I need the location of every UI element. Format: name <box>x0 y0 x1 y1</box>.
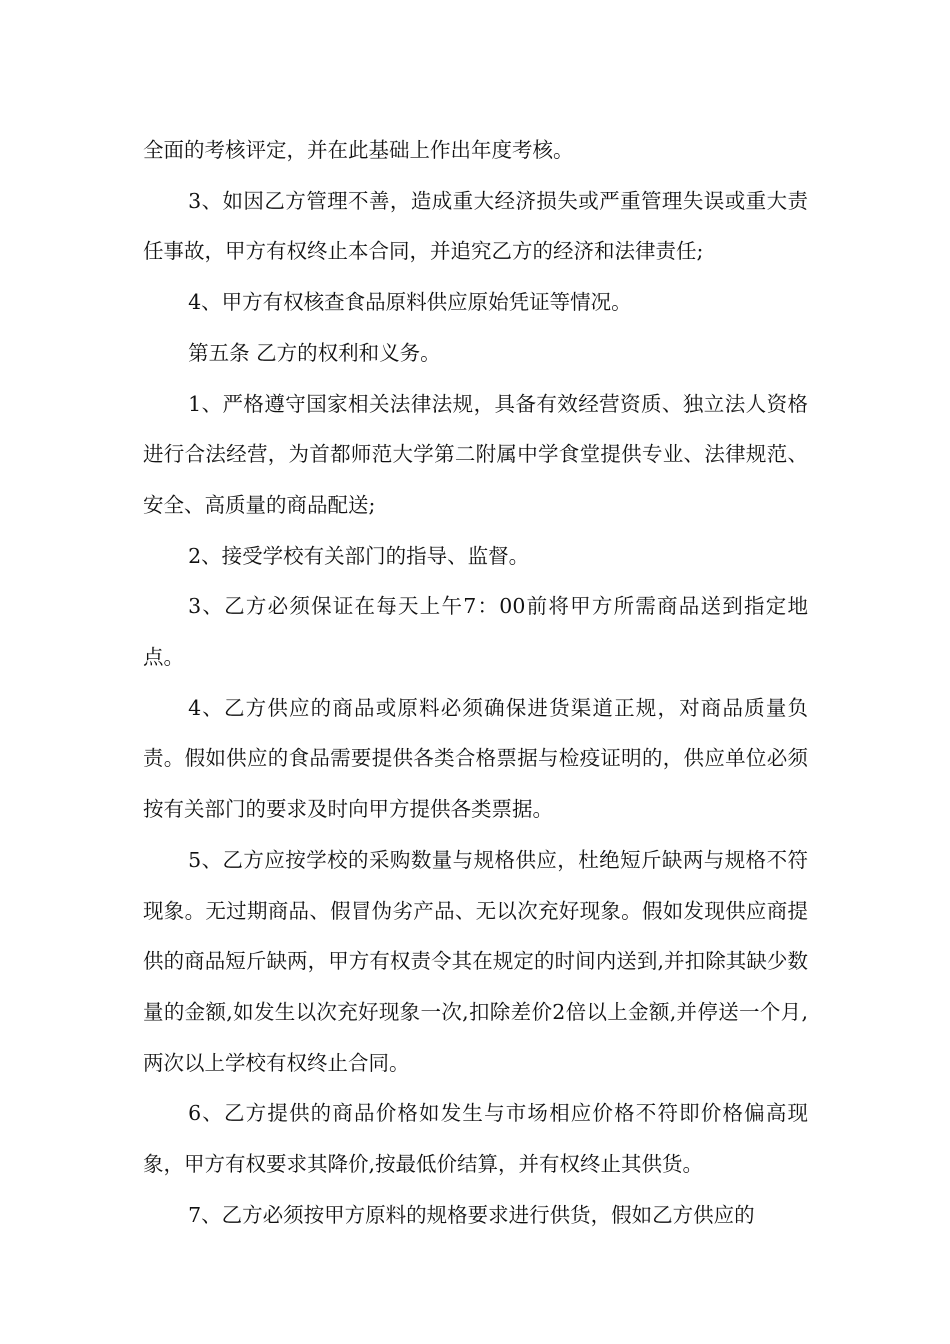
contract-body <box>143 125 808 1240</box>
paragraph-duty-6-pricing: 6、乙方提供的商品价格如发生与市场相应价格不符即价格偏高现象，甲方有权要求其降价,按最低价结算，并有权终止其供货。 <box>143 1101 808 1177</box>
section-heading-article-5: 第五条 乙方的权利和义务。 <box>188 340 441 365</box>
paragraph-duty-2-supervision: 2、接受学校有关部门的指导、监督。 <box>188 543 530 568</box>
paragraph-duty-5-quantity: 5、乙方应按学校的采购数量与规格供应，杜绝短斤缺两与规格不符现象。无过期商品、假冒伪劣产品、无以次充好现象。假如发现供应商提供的商品短斤缺两，甲方有权责令其在规定的时间内送到,并扣除其缺少数量的金额,如发生以次充好现象一次,扣除差价2倍以上金额,并停送一个月,两次以上学校有权终止合同。 <box>143 847 808 1075</box>
paragraph-duty-3-delivery-time: 3、乙方必须保证在每天上午7：00前将甲方所需商品送到指定地点。 <box>143 594 808 670</box>
paragraph-duty-4-quality: 4、乙方供应的商品或原料必须确保进货渠道正规，对商品质量负责。假如供应的食品需要提供各类合格票据与检疫证明的，供应单位必须按有关部门的要求及时向甲方提供各类票据。 <box>143 695 808 822</box>
paragraph-assessment-continued: 全面的考核评定，并在此基础上作出年度考核。 <box>143 138 574 162</box>
paragraph-clause-4-inspection: 4、甲方有权核查食品原料供应原始凭证等情况。 <box>188 290 632 315</box>
paragraph-duty-1-compliance: 1、严格遵守国家相关法律法规，具备有效经营资质、独立法人资格进行合法经营，为首都师范大学第二附属中学食堂提供专业、法律规范、安全、高质量的商品配送; <box>143 391 808 517</box>
paragraph-duty-7-specification: 7、乙方必须按甲方原料的规格要求进行供货，假如乙方供应的 <box>188 1202 755 1227</box>
paragraph-clause-3-termination: 3、如因乙方管理不善，造成重大经济损失或严重管理失误或重大责任事故，甲方有权终止本合同，并追究乙方的经济和法律责任; <box>143 188 808 264</box>
